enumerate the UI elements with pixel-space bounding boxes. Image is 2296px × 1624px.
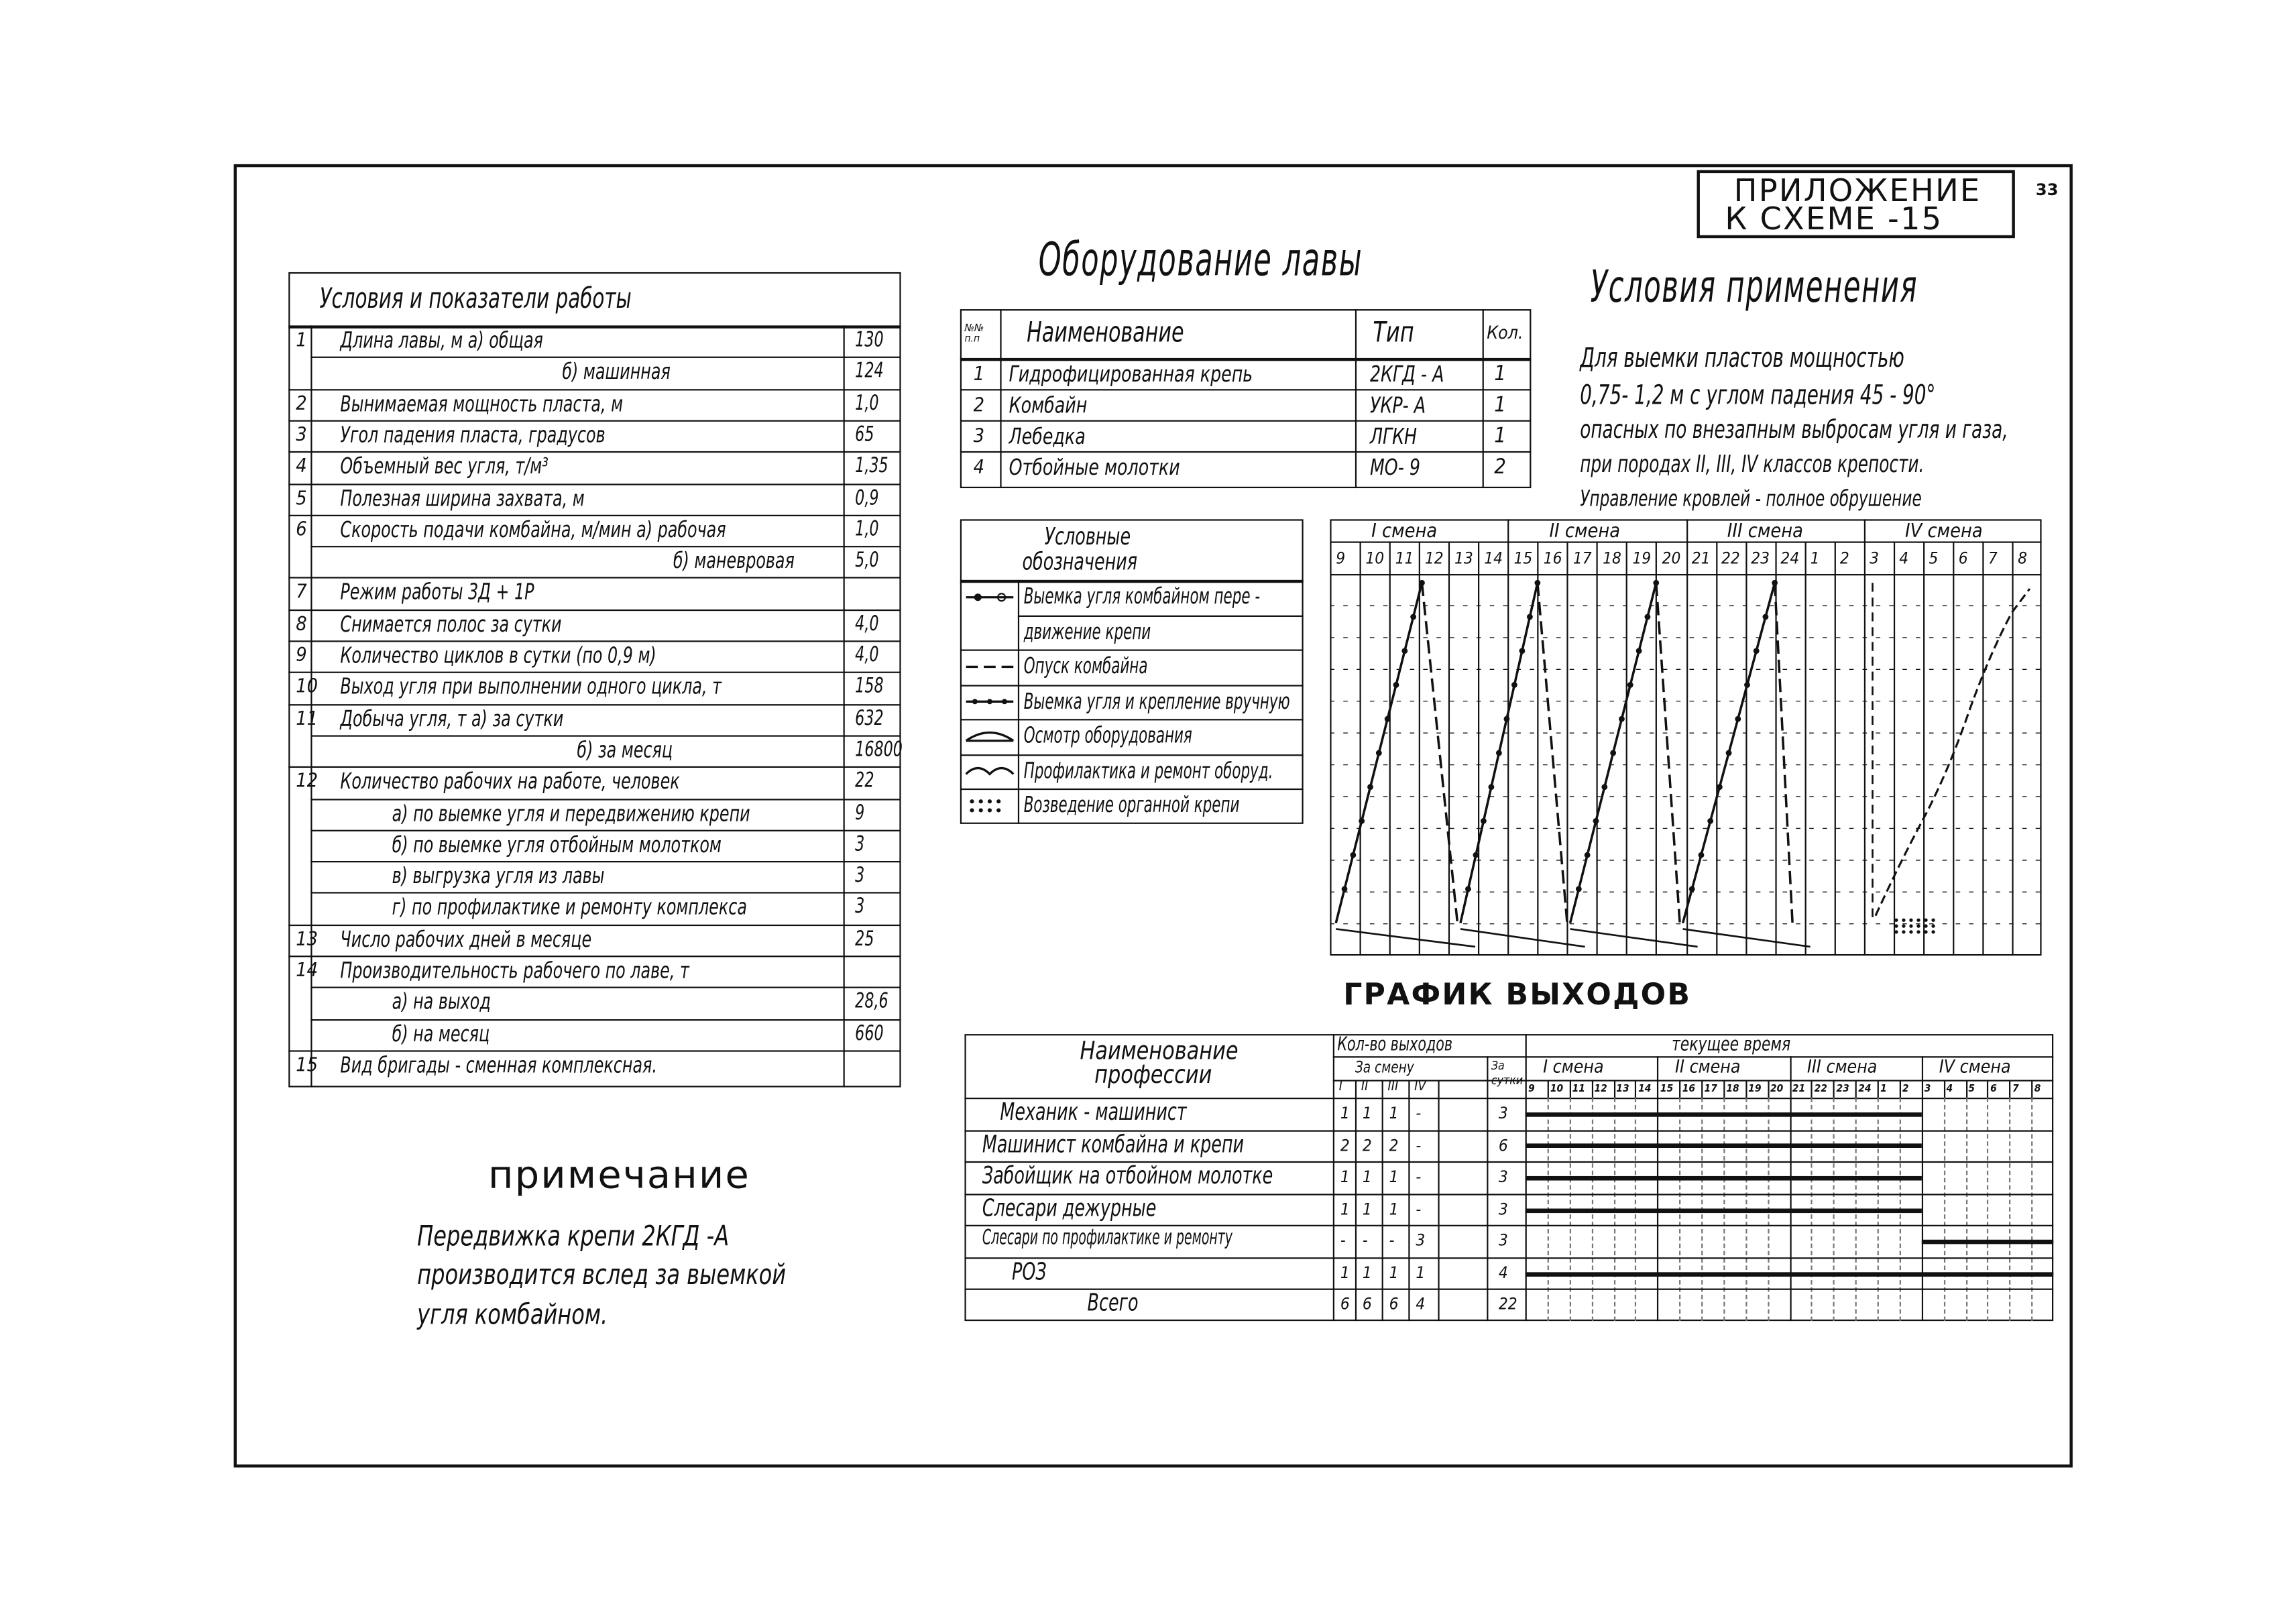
cycle-shift-label: IV смена xyxy=(1905,520,1983,543)
attendance-time-grid xyxy=(2010,1098,2011,1321)
legend-item: Профилактика и ремонт оборуд. xyxy=(1023,756,1273,784)
conditions-row-value: 65 xyxy=(855,422,874,447)
attendance-hour-label: 6 xyxy=(1990,1082,1997,1095)
conditions-row-value: 632 xyxy=(855,706,884,730)
conditions-row-text: Объемный вес угля, т/м³ xyxy=(340,453,549,480)
cycle-hour-label: 15 xyxy=(1513,548,1533,569)
attendance-hour-label: 10 xyxy=(1550,1082,1564,1095)
conditions-row-text: Длина лавы, м а) общая xyxy=(340,327,543,354)
attendance-hour-label: 9 xyxy=(1528,1082,1535,1095)
appendix-line2: К СХЕМЕ -15 xyxy=(1725,201,1943,237)
attendance-hour-divider xyxy=(1745,1080,1747,1098)
attendance-hour-label: 19 xyxy=(1748,1082,1762,1095)
attendance-time-grid xyxy=(2031,1098,2032,1321)
attendance-row-day: 3 xyxy=(1498,1103,1508,1123)
attendance-hour-label: 4 xyxy=(1946,1082,1953,1095)
conditions-row-value: 28,6 xyxy=(855,990,888,1014)
conditions-row-num: 5 xyxy=(296,487,307,510)
equipment-row-name: Комбайн xyxy=(1009,392,1088,419)
attendance-shift-col-rule xyxy=(1382,1080,1383,1322)
attendance-row-count: - xyxy=(1362,1231,1368,1251)
conditions-row-num: 11 xyxy=(296,707,319,730)
attendance-row-day: 3 xyxy=(1498,1199,1508,1219)
conditions-row-text: Число рабочих дней в месяце xyxy=(340,925,592,953)
appendix-line1: ПРИЛОЖЕНИЕ xyxy=(1733,173,1982,209)
legend-title-1: Условные xyxy=(1044,522,1131,550)
legend-row-rule xyxy=(1018,615,1304,616)
attendance-hour-label: 11 xyxy=(1572,1082,1585,1095)
attendance-hour-label: 24 xyxy=(1858,1082,1872,1095)
attendance-row-name: Машинист комбайна и крепи xyxy=(982,1129,1244,1158)
cycle-hour-label: 14 xyxy=(1484,548,1503,569)
attendance-row-count: 1 xyxy=(1389,1167,1399,1187)
attendance-row-name: РОЗ xyxy=(1012,1257,1047,1285)
attendance-shift-divider xyxy=(1921,1056,1922,1321)
attendance-hour-divider xyxy=(1988,1080,1989,1098)
attendance-hour-divider xyxy=(1855,1080,1857,1098)
legend-item: Возведение органной крепи xyxy=(1023,791,1240,819)
application-line: Для выемки пластов мощностью xyxy=(1580,343,1904,375)
attendance-row-count: - xyxy=(1389,1231,1395,1251)
conditions-row-text: в) выгрузка угля из лавы xyxy=(392,862,605,890)
attendance-row-day: 3 xyxy=(1498,1167,1508,1187)
attendance-hour-label: 17 xyxy=(1704,1082,1717,1095)
conditions-row-rule xyxy=(310,546,901,547)
cycle-hour-label: 21 xyxy=(1691,548,1711,569)
conditions-row-text: б) маневровая xyxy=(673,547,795,575)
equipment-row-num: 1 xyxy=(973,363,985,386)
attendance-hour-label: 5 xyxy=(1968,1082,1975,1095)
cycle-hour-label: 22 xyxy=(1721,548,1740,569)
cycle-hour-label: 1 xyxy=(1810,548,1820,569)
conditions-row-text: Добыча угля, т а) за сутки xyxy=(340,705,564,732)
attendance-hour-divider xyxy=(1811,1080,1813,1098)
conditions-table-title: Условия и показатели работы xyxy=(319,282,632,315)
cycle-hour-label: 16 xyxy=(1543,548,1562,569)
attendance-hour-divider xyxy=(1833,1080,1835,1098)
cycle-shift-label: II смена xyxy=(1549,520,1621,543)
conditions-row-value: 3 xyxy=(855,864,865,888)
conditions-row-num: 3 xyxy=(296,424,307,447)
attendance-row-count: 1 xyxy=(1389,1103,1399,1123)
attendance-shift-col: I xyxy=(1338,1080,1342,1095)
equipment-col-rule xyxy=(1483,309,1484,488)
cycle-hour-label: 4 xyxy=(1899,548,1909,569)
equipment-row-rule xyxy=(960,451,1532,453)
cycle-shift-label: III смена xyxy=(1727,520,1803,543)
conditions-row-value: 3 xyxy=(855,895,865,919)
legend-item: движение крепи xyxy=(1023,618,1151,644)
attendance-shift-col: II xyxy=(1361,1080,1369,1095)
attendance-shift-label: I смена xyxy=(1543,1056,1604,1078)
cycle-shift-label: I смена xyxy=(1371,520,1438,543)
attendance-hour-label: 1 xyxy=(1880,1082,1887,1095)
conditions-row-text: б) по выемке угля отбойным молотком xyxy=(392,831,722,858)
equipment-row-qty: 1 xyxy=(1494,424,1506,449)
attendance-hour-label: 8 xyxy=(2034,1082,2041,1095)
cycle-hour-label: 19 xyxy=(1632,548,1652,569)
attendance-hour-label: 23 xyxy=(1836,1082,1849,1095)
note-line: угля комбайном. xyxy=(417,1299,608,1332)
application-line: при породах II, III, IV классов крепости. xyxy=(1580,449,1925,478)
equipment-header-name: Наименование xyxy=(1027,316,1184,349)
equipment-col-rule xyxy=(1355,309,1357,488)
conditions-row-text: б) на месяц xyxy=(392,1020,490,1047)
attendance-row-count: 1 xyxy=(1362,1199,1372,1219)
attendance-hour-divider xyxy=(1591,1080,1593,1098)
equipment-header-qty: Кол. xyxy=(1487,322,1524,343)
conditions-row-value: 1,35 xyxy=(855,454,888,479)
attendance-shift-label: II смена xyxy=(1674,1056,1741,1078)
equipment-title: Оборудование лавы xyxy=(1038,233,1363,288)
conditions-row-text: Вынимаемая мощность пласта, м xyxy=(340,390,624,417)
attendance-row-day: 6 xyxy=(1498,1135,1508,1155)
attendance-bar xyxy=(1526,1144,1922,1149)
equipment-row-qty: 1 xyxy=(1494,393,1506,418)
attendance-hour-divider xyxy=(1899,1080,1900,1098)
attendance-row-count: 1 xyxy=(1340,1103,1350,1123)
cycle-chart-plot xyxy=(1330,574,2041,955)
cycle-hour-label: 20 xyxy=(1662,548,1681,569)
attendance-row-count: - xyxy=(1340,1231,1346,1251)
conditions-row-text: Производительность рабочего по лаве, т xyxy=(340,957,689,984)
conditions-row-num: 1 xyxy=(296,329,307,353)
attendance-row-count: 1 xyxy=(1416,1263,1426,1283)
application-line: 0,75- 1,2 м с углом падения 45 - 90° xyxy=(1580,380,1936,412)
attendance-row-count: 2 xyxy=(1362,1135,1372,1155)
attendance-row-count: 2 xyxy=(1389,1135,1399,1155)
conditions-row-text: Выход угля при выполнении одного цикла, т xyxy=(340,673,722,701)
cycle-hour-label: 12 xyxy=(1424,548,1444,569)
attendance-hour-divider xyxy=(1943,1080,1945,1098)
attendance-hour-label: 18 xyxy=(1726,1082,1739,1095)
attendance-day-col-rule xyxy=(1487,1056,1488,1321)
equipment-row-num: 2 xyxy=(973,395,985,418)
legend-title-2: обозначения xyxy=(1022,547,1137,576)
attendance-header-day: За сутки xyxy=(1491,1059,1524,1087)
conditions-row-value: 22 xyxy=(855,769,874,793)
attendance-bar xyxy=(1526,1272,2054,1277)
cycle-hour-label: 17 xyxy=(1572,548,1592,569)
attendance-row-count: 1 xyxy=(1340,1199,1350,1219)
legend-item: Опуск комбайна xyxy=(1023,652,1148,679)
equipment-row-name: Лебедка xyxy=(1009,422,1086,450)
conditions-row-num: 9 xyxy=(296,644,307,667)
application-title: Условия применения xyxy=(1590,262,1918,314)
conditions-val-col-rule xyxy=(844,325,845,1088)
attendance-row-count: 1 xyxy=(1362,1103,1372,1123)
legend-item: Выемка угля и крепление вручную xyxy=(1023,687,1290,714)
conditions-row-value: 5,0 xyxy=(855,548,879,573)
page-number: 33 xyxy=(2035,180,2059,200)
equipment-row-type: 2КГД - А xyxy=(1369,361,1444,388)
conditions-row-num: 7 xyxy=(296,581,307,604)
attendance-row-count: 1 xyxy=(1340,1263,1350,1283)
cycle-hour-label: 6 xyxy=(1958,548,1968,569)
conditions-row-text: а) на выход xyxy=(392,988,491,1016)
equipment-col-rule xyxy=(1000,309,1001,488)
attendance-head-rule-2 xyxy=(1333,1080,2053,1082)
attendance-row-count: 3 xyxy=(1416,1231,1426,1251)
equipment-row-name: Гидрофицированная крепь xyxy=(1009,361,1253,388)
attendance-shift-col: III xyxy=(1387,1080,1399,1095)
conditions-row-num: 6 xyxy=(296,518,307,542)
conditions-row-num: 13 xyxy=(296,928,319,951)
attendance-hour-divider xyxy=(1768,1080,1769,1098)
attendance-hour-divider xyxy=(1635,1080,1637,1098)
conditions-row-value: 1,0 xyxy=(855,391,879,416)
conditions-row-value: 158 xyxy=(855,675,884,699)
attendance-row-count: 1 xyxy=(1340,1167,1350,1187)
conditions-row-text: Вид бригады - сменная комплексная. xyxy=(340,1051,657,1079)
attendance-hour-divider xyxy=(1613,1080,1615,1098)
attendance-shift-divider xyxy=(1789,1056,1790,1321)
conditions-row-value: 1,0 xyxy=(855,517,879,542)
attendance-time-grid xyxy=(1965,1098,1967,1321)
cycle-hour-label: 7 xyxy=(1988,548,1998,569)
attendance-row-day: 4 xyxy=(1498,1263,1508,1283)
conditions-row-num: 12 xyxy=(296,770,319,793)
attendance-hour-label: 22 xyxy=(1814,1082,1827,1095)
cycle-hour-label: 10 xyxy=(1365,548,1385,569)
attendance-hour-label: 16 xyxy=(1682,1082,1696,1095)
application-line: опасных по внезапным выбросам угля и газа, xyxy=(1580,415,2008,446)
conditions-row-text: а) по выемке угля и передвижению крепи xyxy=(392,799,750,827)
conditions-row-value: 130 xyxy=(855,328,884,353)
cycle-hour-label: 3 xyxy=(1870,548,1879,569)
attendance-row-day: 22 xyxy=(1498,1295,1517,1315)
equipment-row-rule xyxy=(960,389,1532,390)
cycle-hour-label: 5 xyxy=(1929,548,1939,569)
conditions-row-text: Количество рабочих на работе, человек xyxy=(340,768,680,795)
attendance-hour-label: 7 xyxy=(2012,1082,2019,1095)
attendance-hour-label: 13 xyxy=(1616,1082,1629,1095)
conditions-row-value: 0,9 xyxy=(855,485,879,510)
conditions-row-text: Количество циклов в сутки (по 0,9 м) xyxy=(340,642,656,669)
attendance-row-count: - xyxy=(1416,1103,1422,1123)
attendance-hour-divider xyxy=(2010,1080,2011,1098)
attendance-hour-label: 12 xyxy=(1594,1082,1607,1095)
cycle-hour-label: 9 xyxy=(1336,548,1346,569)
conditions-row-text: б) машинная xyxy=(562,358,671,386)
conditions-row-num: 10 xyxy=(296,676,319,699)
conditions-row-value: 660 xyxy=(855,1021,884,1045)
equipment-row-rule xyxy=(960,420,1532,422)
attendance-row-name: Слесари дежурные xyxy=(982,1193,1157,1222)
application-line: Управление кровлей - полное обрушение xyxy=(1580,485,1922,512)
attendance-hour-divider xyxy=(1965,1080,1967,1098)
cycle-hour-label: 18 xyxy=(1603,548,1621,569)
attendance-bar xyxy=(1526,1208,1922,1212)
attendance-row-count: 1 xyxy=(1389,1199,1399,1219)
attendance-row-name: Всего xyxy=(1087,1289,1139,1318)
attendance-hour-divider xyxy=(1569,1080,1570,1098)
conditions-row-num: 2 xyxy=(296,392,307,416)
attendance-hour-label: 21 xyxy=(1792,1082,1806,1095)
attendance-hour-divider xyxy=(1547,1080,1548,1098)
note-line: производится вслед за выемкой xyxy=(417,1259,787,1292)
attendance-shift-col-rule xyxy=(1438,1080,1439,1322)
attendance-row-day: 3 xyxy=(1498,1231,1508,1251)
attendance-hour-divider xyxy=(2031,1080,2032,1098)
attendance-time-grid xyxy=(1943,1098,1945,1321)
attendance-header-shift: За смену xyxy=(1355,1057,1414,1078)
attendance-hour-label: 20 xyxy=(1770,1082,1784,1095)
attendance-header-time: текущее время xyxy=(1672,1034,1791,1057)
conditions-row-text: б) за месяц xyxy=(577,736,673,764)
attendance-row-count: 6 xyxy=(1389,1295,1399,1315)
attendance-row-count: 1 xyxy=(1362,1263,1372,1283)
note-title: примечание xyxy=(488,1153,750,1199)
equipment-row-type: МО- 9 xyxy=(1369,454,1420,481)
attendance-time-grid xyxy=(1988,1098,1989,1321)
attendance-row-count: 4 xyxy=(1416,1295,1426,1315)
conditions-row-value: 9 xyxy=(855,801,865,825)
conditions-row-text: Угол падения пласта, градусов xyxy=(340,421,606,449)
attendance-row-count: 1 xyxy=(1362,1167,1372,1187)
cycle-hour-label: 2 xyxy=(1839,548,1849,569)
conditions-row-num: 15 xyxy=(296,1054,319,1077)
conditions-row-num: 14 xyxy=(296,960,319,982)
equipment-row-num: 3 xyxy=(973,426,985,449)
conditions-row-text: Снимается полос за сутки xyxy=(340,610,562,638)
attendance-row-rule xyxy=(964,1257,2053,1259)
attendance-shift-col-rule xyxy=(1408,1080,1410,1322)
legend-item: Осмотр оборудования xyxy=(1023,721,1192,749)
attendance-hour-label: 14 xyxy=(1638,1082,1652,1095)
attendance-shift-label: III смена xyxy=(1806,1056,1878,1078)
attendance-bar xyxy=(1526,1176,1922,1181)
conditions-row-text: г) по профилактике и ремонту комплекса xyxy=(392,894,747,921)
attendance-bar xyxy=(1526,1112,1922,1117)
legend-item: Выемка угля комбайном пере - xyxy=(1023,583,1261,610)
attendance-name-col-rule xyxy=(1333,1034,1334,1321)
attendance-hour-divider xyxy=(1701,1080,1703,1098)
attendance-hour-label: 15 xyxy=(1660,1082,1674,1095)
attendance-shift-divider xyxy=(1657,1056,1658,1321)
attendance-shift-col: IV xyxy=(1414,1080,1426,1095)
equipment-row-num: 4 xyxy=(973,457,985,479)
cycle-hour-label: 8 xyxy=(2018,548,2028,569)
attendance-row-count: - xyxy=(1416,1167,1422,1187)
attendance-row-name: Слесари по профилактике и ремонту xyxy=(982,1226,1232,1251)
attendance-title: ГРАФИК ВЫХОДОВ xyxy=(1343,976,1692,1012)
attendance-hour-label: 3 xyxy=(1924,1082,1931,1095)
note-line: Передвижка крепи 2КГД -А xyxy=(417,1220,730,1253)
conditions-row-value: 25 xyxy=(855,927,874,951)
legend-symbols xyxy=(960,580,1019,831)
equipment-row-type: ЛГКН xyxy=(1369,422,1418,450)
attendance-row-count: 2 xyxy=(1340,1135,1350,1155)
attendance-hour-label: 2 xyxy=(1902,1082,1909,1095)
conditions-row-value: 4,0 xyxy=(855,643,879,667)
equipment-row-qty: 2 xyxy=(1494,455,1506,479)
conditions-row-value: 3 xyxy=(855,832,865,856)
equipment-header-type: Тип xyxy=(1373,316,1414,349)
attendance-row-name: Забойщик на отбойном молотке xyxy=(982,1161,1273,1190)
conditions-row-text: Полезная ширина захвата, м xyxy=(340,484,585,512)
attendance-hour-divider xyxy=(1878,1080,1879,1098)
attendance-shift-label: IV смена xyxy=(1939,1056,2011,1078)
attendance-row-count: 6 xyxy=(1340,1295,1350,1315)
equipment-header-num: №№ п.п xyxy=(964,322,984,345)
cycle-hour-label: 11 xyxy=(1395,548,1414,569)
equipment-row-type: УКР- А xyxy=(1369,392,1426,419)
equipment-row-name: Отбойные молотки xyxy=(1009,454,1180,481)
cycle-hour-label: 13 xyxy=(1454,548,1473,569)
attendance-header-profession: Наименование профессии xyxy=(1080,1037,1239,1091)
attendance-hour-divider xyxy=(1723,1080,1725,1098)
conditions-row-num: 4 xyxy=(296,455,307,479)
attendance-row-count: 1 xyxy=(1389,1263,1399,1283)
attendance-bar xyxy=(1921,1240,2053,1244)
conditions-row-text: Режим работы 3Д + 1Р xyxy=(340,579,534,606)
cycle-hour-label: 23 xyxy=(1751,548,1770,569)
attendance-hour-divider xyxy=(1679,1080,1680,1098)
conditions-row-num: 8 xyxy=(296,613,307,636)
attendance-row-count: - xyxy=(1416,1135,1422,1155)
attendance-row-name: Механик - машинист xyxy=(1000,1098,1187,1126)
attendance-row-count: - xyxy=(1416,1199,1422,1219)
conditions-row-value: 4,0 xyxy=(855,612,879,636)
attendance-header-count: Кол-во выходов xyxy=(1337,1034,1453,1057)
conditions-row-value: 124 xyxy=(855,359,884,384)
cycle-hour-label: 24 xyxy=(1780,548,1800,569)
conditions-row-text: Скорость подачи комбайна, м/мин а) рабочая xyxy=(340,516,726,543)
equipment-row-qty: 1 xyxy=(1494,362,1506,386)
attendance-shift-col-rule xyxy=(1355,1080,1357,1322)
attendance-row-count: 6 xyxy=(1362,1295,1372,1315)
conditions-row-value: 16800 xyxy=(855,738,903,762)
